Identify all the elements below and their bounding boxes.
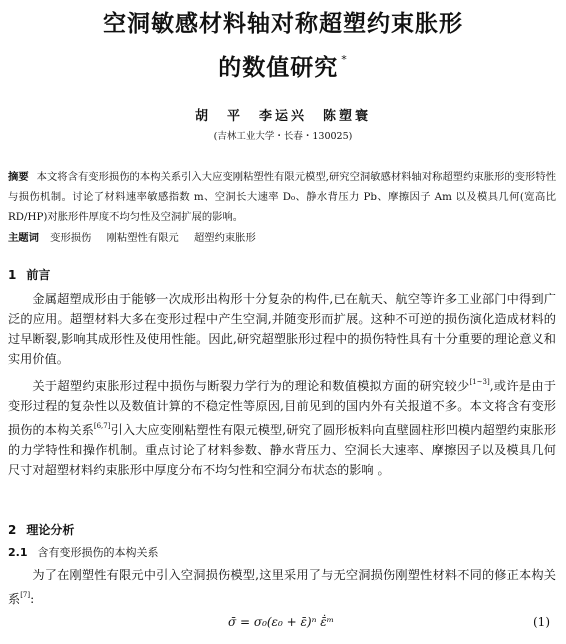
title-footnote-mark: * <box>341 53 348 66</box>
citation: [7] <box>20 591 31 599</box>
paper-title-line2 <box>0 46 566 82</box>
para-text: 关于超塑约束胀形过程中损伤与断裂力学行为的理论和数值模拟方面的研究较少 <box>32 379 470 393</box>
equation-body: σ̄ = σ₀(ε₀ + ε̄)ⁿ ε̄̇ᵐ <box>228 615 335 629</box>
section-title: 理论分析 <box>26 523 75 537</box>
intro-paragraph-1: 金属超塑成形由于能够一次成形出构形十分复杂的构件,已在航天、航空等许多工业部门中得到广泛的应用。超塑材料大多在变形过程中产生空洞,并随变形而扩展。这种不可逆的损伤演化造成材料的过早断裂,影响其成形性及使用性能。因此,研究超塑胀形过程中的损伤特性具有十分重要的理论意义和实用价值。 <box>8 292 556 366</box>
keyword: 超塑约束胀形 <box>194 232 256 244</box>
paper-title-line1: 空洞敏感材料轴对称超塑约束胀形 <box>103 11 463 37</box>
section-number: 1 <box>8 268 17 282</box>
para-text: ,或许是由于变形过程的复杂性以及数值计算的不稳定性等原因,目前见到的国内外有关报道不多。本文将含有变形损伤的本构关系 <box>8 379 556 437</box>
equation-1 <box>8 615 556 635</box>
theory-paragraph-1 <box>8 565 556 609</box>
intro-paragraph-2 <box>8 372 556 480</box>
para-text: : <box>30 592 35 606</box>
abstract-text: 本文将含有变形损伤的本构关系引入大应变刚粘塑性有限元模型,研究空洞敏感材料轴对称超塑约束胀形的变形特性与损伤机制。讨论了材料速率敏感指数 m、空洞长大速率 D₀、静水背压力 Pb、摩擦因子 Am 以及模具几何(宽高比 RD/HP)对胀形件厚度不均匀性及空洞扩展的影响。 <box>8 171 557 223</box>
subsection-number: 2.1 <box>8 546 28 559</box>
keywords-label: 主题词 <box>8 232 39 244</box>
para-text: 为了在刚塑性有限元中引入空洞损伤模型,这里采用了与无空洞损伤刚塑性材料不同的修正本构关系 <box>8 568 556 606</box>
abstract <box>8 167 556 227</box>
section-heading-2 <box>8 521 74 538</box>
citation: [6,7] <box>93 422 111 430</box>
subsection-title: 含有变形损伤的本构关系 <box>37 546 159 559</box>
section-number: 2 <box>8 523 17 537</box>
equation-number: (1) <box>533 615 550 629</box>
keywords <box>8 228 556 248</box>
paper-title-line2-text: 的数值研究 <box>218 55 339 81</box>
abstract-label: 摘要 <box>8 171 29 183</box>
affiliation: (吉林工业大学・长春・130025) <box>213 131 353 142</box>
keyword: 变形损伤 <box>50 232 92 244</box>
section-heading-1 <box>8 266 50 283</box>
citation: [1~3] <box>469 378 490 386</box>
authors: 胡 平 李运兴 陈塑寰 <box>194 109 371 124</box>
subsection-heading-2-1 <box>8 544 159 560</box>
para-text: 引入大应变刚粘塑性有限元模型,研究了圆形板料向直壁圆柱形凹模内超塑约束胀形的力学特性和操作机制。重点讨论了材料参数、静水背压力、空洞长大速率、摩擦因子以及模具几何尺寸对超塑材料约束胀形中厚度分布不均匀性和空洞分布状态的影响 。 <box>8 423 557 477</box>
keyword: 刚粘塑性有限元 <box>106 232 179 244</box>
section-title: 前言 <box>26 268 51 282</box>
